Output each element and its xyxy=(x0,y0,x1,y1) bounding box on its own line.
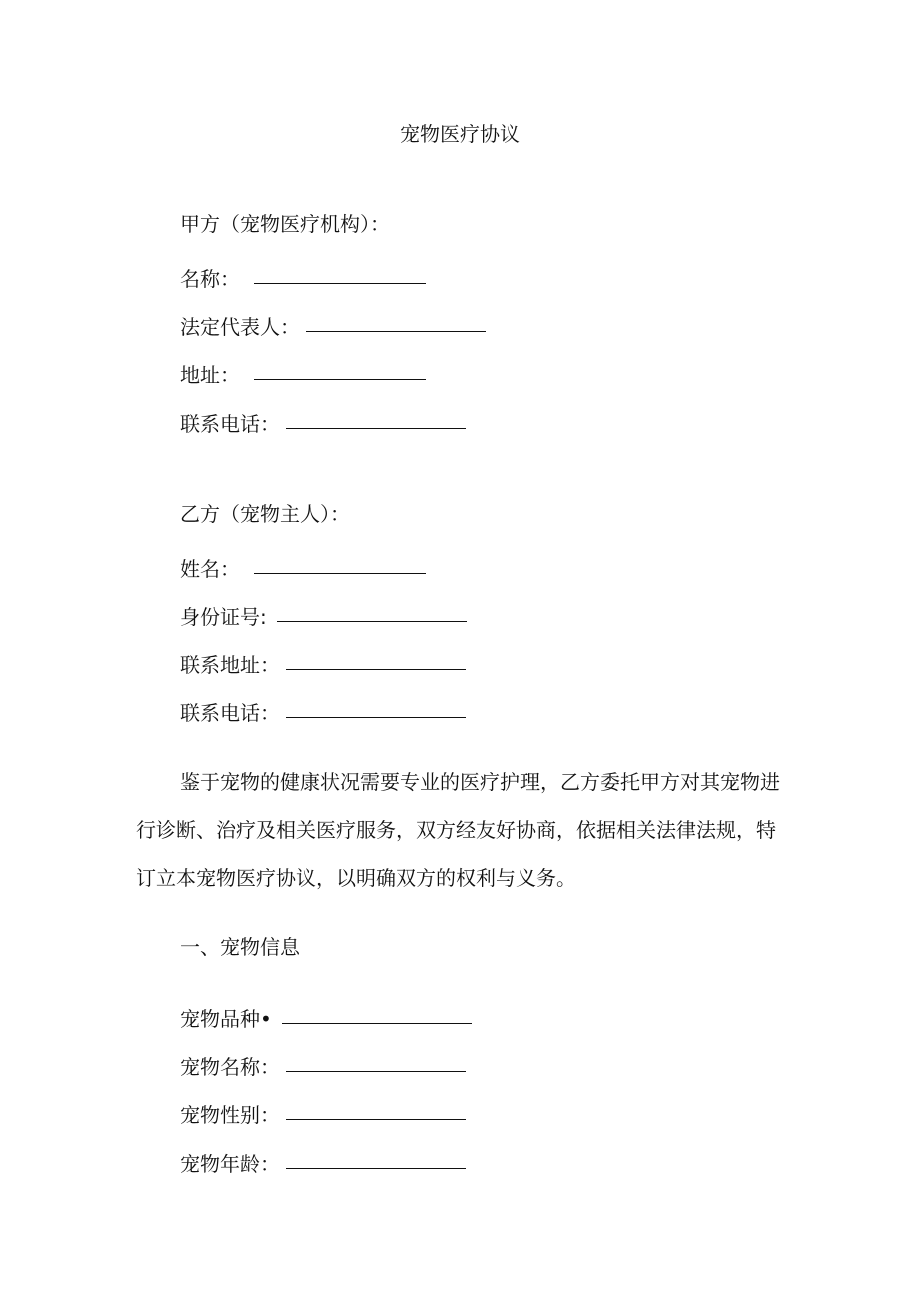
fill-in-blank[interactable] xyxy=(282,1003,472,1024)
party-a-heading: 甲方（宠物医疗机构）： xyxy=(180,212,390,236)
pet-name-field xyxy=(180,1051,466,1081)
field-label: 联系电话： xyxy=(180,412,280,436)
fill-in-blank[interactable] xyxy=(286,408,466,429)
party-a-address-field xyxy=(180,359,426,389)
pet-breed-field xyxy=(180,1003,472,1033)
fill-in-blank[interactable] xyxy=(254,359,426,380)
pet-gender-field xyxy=(180,1099,466,1129)
party-b-heading: 乙方（宠物主人）： xyxy=(180,502,350,526)
field-label: 姓名： xyxy=(180,557,240,581)
fill-in-blank[interactable] xyxy=(286,697,466,718)
fill-in-blank[interactable] xyxy=(286,649,466,670)
party-b-phone-field xyxy=(180,697,466,727)
section-heading: 一、宠物信息 xyxy=(180,935,300,959)
fill-in-blank[interactable] xyxy=(286,1099,466,1120)
party-a-phone-field xyxy=(180,408,466,438)
party-a-legal-rep-field xyxy=(180,311,486,341)
field-label: 联系电话： xyxy=(180,701,280,725)
preamble-line: 鉴于宠物的健康状况需要专业的医疗护理，乙方委托甲方对其宠物进 xyxy=(180,770,780,794)
field-label: 身份证号: xyxy=(180,605,267,629)
document-title: 宠物医疗协议 xyxy=(400,122,520,146)
preamble-paragraph xyxy=(136,758,792,902)
fill-in-blank[interactable] xyxy=(277,601,467,622)
field-label: 地址： xyxy=(180,363,240,387)
pet-age-field xyxy=(180,1148,466,1178)
party-a-name-field xyxy=(180,263,426,293)
fill-in-blank[interactable] xyxy=(254,553,426,574)
preamble-line: 行诊断、治疗及相关医疗服务，双方经友好协商，依据相关法律法规，特 xyxy=(136,818,776,842)
fill-in-blank[interactable] xyxy=(306,311,486,332)
field-label: 宠物名称： xyxy=(180,1055,280,1079)
party-b-address-field xyxy=(180,649,466,679)
fill-in-blank[interactable] xyxy=(286,1148,466,1169)
field-label: 名称： xyxy=(180,267,240,291)
party-b-name-field xyxy=(180,553,426,583)
field-label: 法定代表人： xyxy=(180,315,300,339)
field-label: 联系地址： xyxy=(180,653,280,677)
field-label: 宠物品种• xyxy=(180,1007,272,1031)
field-label: 宠物年龄： xyxy=(180,1152,280,1176)
party-b-id-field xyxy=(180,601,467,631)
field-label: 宠物性别： xyxy=(180,1103,280,1127)
preamble-line: 订立本宠物医疗协议，以明确双方的权利与义务。 xyxy=(136,866,576,890)
fill-in-blank[interactable] xyxy=(254,263,426,284)
fill-in-blank[interactable] xyxy=(286,1051,466,1072)
